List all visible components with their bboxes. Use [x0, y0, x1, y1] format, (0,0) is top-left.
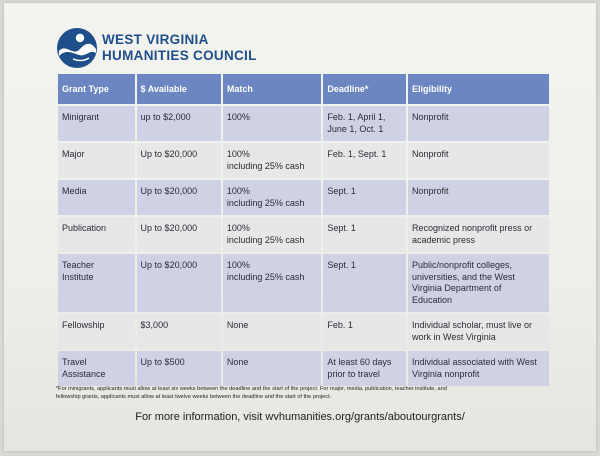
cell-available [137, 254, 221, 312]
cell-line: Sept. 1 [327, 223, 356, 233]
cell-line: work in West Virginia [412, 331, 496, 342]
cell-line: Education [412, 294, 453, 305]
cell-grant-type [58, 254, 135, 312]
table-row [58, 254, 549, 312]
cell-deadline [323, 217, 406, 252]
cell-grant-type [58, 106, 135, 141]
cell-eligibility [408, 106, 549, 141]
cell-line: including 25% cash [226, 197, 305, 208]
org-name-line1: WEST VIRGINIA [102, 32, 209, 47]
cell-deadline [323, 351, 406, 386]
cell-available [137, 180, 221, 215]
cell-line: Feb. 1, Sept. 1 [327, 149, 387, 159]
cell-line: 100% [226, 149, 250, 159]
cell-line: 100% [226, 112, 250, 122]
cell-line: including 25% cash [226, 160, 305, 171]
cell-match [223, 351, 322, 386]
cell-line: Recognized nonprofit press or [412, 223, 533, 233]
org-name [102, 32, 257, 64]
footnote [56, 385, 551, 401]
cell-available [137, 217, 221, 252]
cell-match [223, 314, 322, 349]
cell-deadline [323, 106, 406, 141]
cell-deadline [323, 254, 406, 312]
cell-line: universities, and the West [412, 271, 515, 282]
cell-line: Public/nonprofit colleges, [412, 260, 513, 270]
cell-line: Media [62, 186, 87, 196]
org-name-line2: HUMANITIES COUNCIL [102, 48, 257, 63]
cell-available [137, 143, 221, 178]
cell-match [223, 143, 322, 178]
cell-line: $3,000 [140, 320, 169, 330]
cell-line: Up to $20,000 [140, 149, 198, 159]
header-deadline: Deadline* [323, 74, 406, 104]
cell-line: Major [62, 149, 85, 159]
cell-line: Institute [62, 271, 94, 282]
header-match: Match [223, 74, 322, 104]
more-info-text: For more information, visit wvhumanities.org/grants/aboutourgrants/ [135, 411, 465, 423]
cell-line: 100% [226, 223, 250, 233]
header-eligibility: Eligibility [408, 74, 549, 104]
cell-line: Virginia nonprofit [412, 368, 480, 379]
cell-eligibility [408, 254, 549, 312]
cell-line: Up to $20,000 [140, 260, 198, 270]
cell-line: Up to $20,000 [140, 186, 198, 196]
cell-line: June 1, Oct. 1 [327, 123, 384, 134]
cell-grant-type [58, 351, 135, 386]
footnote-line: *For minigrants, applicants must allow at least six weeks between the deadline and the start of the project. For major, media, publication, teacher institute, and [56, 386, 447, 392]
cell-match [223, 254, 322, 312]
cell-grant-type [58, 180, 135, 215]
grants-table [56, 72, 551, 388]
cell-line: prior to travel [327, 368, 380, 379]
cell-line: Virginia Department of [412, 283, 502, 293]
table-header-row [58, 74, 549, 104]
table-row [58, 143, 549, 178]
cell-line: None [226, 320, 249, 330]
cell-line: academic press [412, 234, 476, 245]
cell-line: Teacher [62, 260, 95, 270]
table-body [58, 106, 549, 386]
cell-eligibility [408, 314, 549, 349]
cell-line: Individual scholar, must live or [412, 320, 533, 330]
cell-available [137, 351, 221, 386]
cell-line: Publication [62, 223, 107, 233]
cell-line: None [226, 357, 249, 367]
cell-eligibility [408, 217, 549, 252]
cell-eligibility [408, 143, 549, 178]
footnote-line: fellowship grants, applicants must allow at least twelve weeks between the deadline and the start of the project. [56, 394, 332, 400]
wv-humanities-logo-icon [56, 27, 98, 69]
table-row [58, 314, 549, 349]
cell-grant-type [58, 143, 135, 178]
cell-line: Fellowship [62, 320, 105, 330]
cell-line: Feb. 1 [327, 320, 353, 330]
cell-line: Minigrant [62, 112, 100, 122]
document-page [4, 3, 596, 451]
cell-line: Assistance [62, 368, 106, 379]
cell-match [223, 180, 322, 215]
table-row [58, 180, 549, 215]
cell-line: Up to $20,000 [140, 223, 198, 233]
table-row [58, 106, 549, 141]
cell-line: including 25% cash [226, 234, 305, 245]
cell-grant-type [58, 217, 135, 252]
cell-available [137, 106, 221, 141]
cell-line: At least 60 days [327, 357, 392, 367]
cell-line: Feb. 1, April 1, [327, 112, 386, 122]
cell-line: Travel [62, 357, 87, 367]
cell-available [137, 314, 221, 349]
cell-line: Up to $500 [140, 357, 185, 367]
cell-deadline [323, 180, 406, 215]
cell-line: including 25% cash [226, 271, 305, 282]
cell-eligibility [408, 180, 549, 215]
table-row [58, 217, 549, 252]
table-row [58, 351, 549, 386]
org-logo [56, 27, 276, 71]
cell-line: up to $2,000 [140, 112, 191, 122]
cell-grant-type [58, 314, 135, 349]
header-grant-type: Grant Type [58, 74, 135, 104]
cell-line: Sept. 1 [327, 260, 356, 270]
header-available: $ Available [137, 74, 221, 104]
cell-match [223, 217, 322, 252]
cell-deadline [323, 314, 406, 349]
cell-line: Sept. 1 [327, 186, 356, 196]
cell-line: Individual associated with West [412, 357, 537, 367]
cell-line: 100% [226, 260, 250, 270]
cell-line: 100% [226, 186, 250, 196]
cell-eligibility [408, 351, 549, 386]
cell-match [223, 106, 322, 141]
cell-line: Nonprofit [412, 149, 449, 159]
cell-deadline [323, 143, 406, 178]
cell-line: Nonprofit [412, 186, 449, 196]
cell-line: Nonprofit [412, 112, 449, 122]
